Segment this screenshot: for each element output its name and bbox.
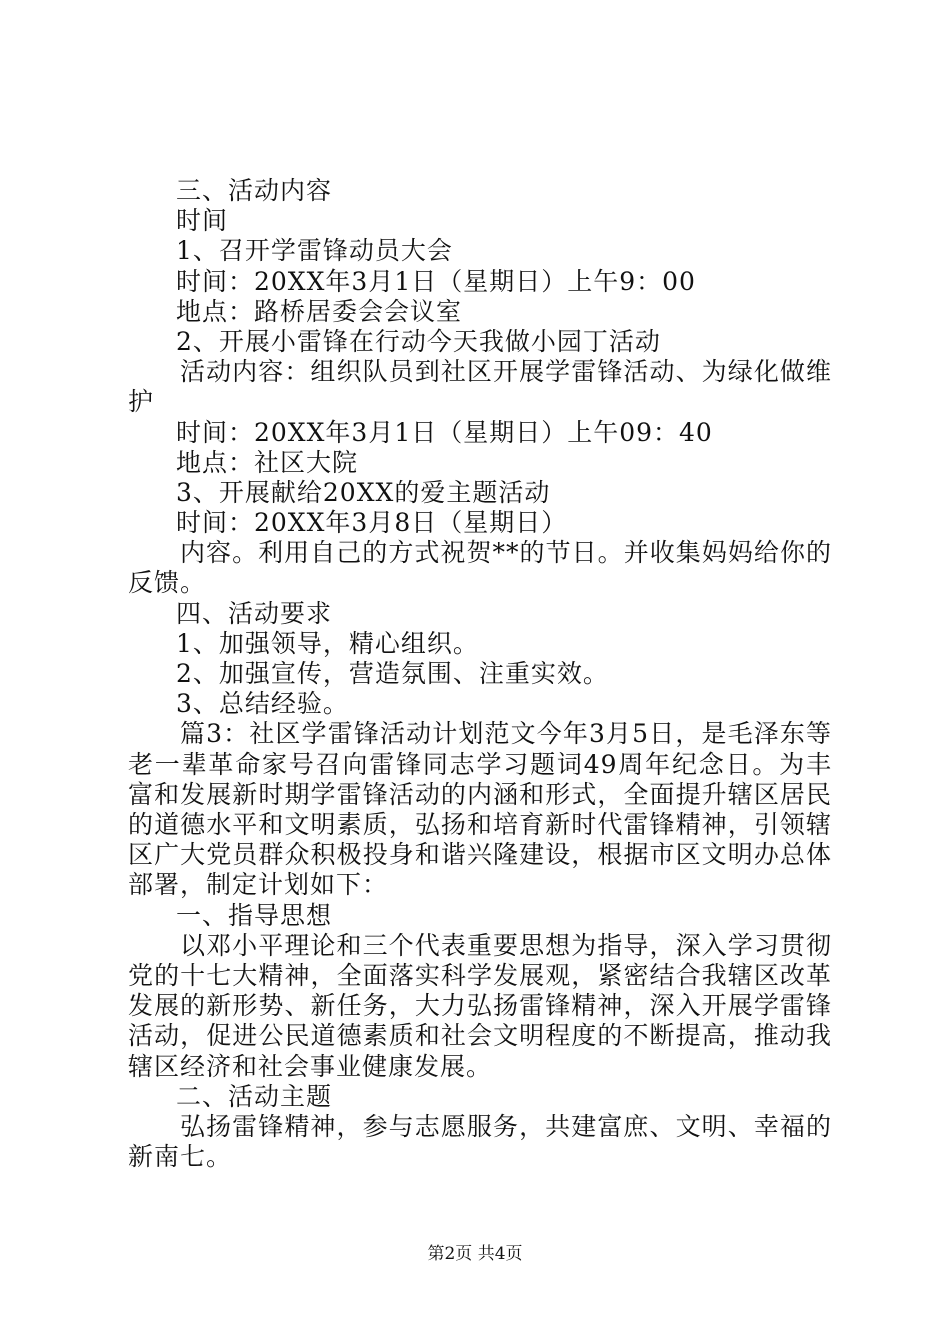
paragraph-line: 3、开展献给20XX的爱主题活动 — [176, 477, 551, 507]
paragraph-line: 时间：20XX年3月1日（星期日）上午09：40 — [176, 417, 713, 447]
paragraph-line: 地点：社区大院 — [176, 447, 359, 477]
paragraph: 弘扬雷锋精神，参与志愿服务，共建富庶、文明、幸福的新南七。 — [128, 1112, 832, 1172]
section-heading-activity-requirements: 四、活动要求 — [176, 598, 333, 628]
paragraph-line: 时间：20XX年3月8日（星期日） — [176, 508, 568, 538]
paragraph-line: 2、加强宣传，营造氛围、注重实效。 — [176, 659, 609, 689]
paragraph: 篇3：社区学雷锋活动计划范文今年3月5日，是毛泽东等老一辈革命家号召向雷锋同志学习题词49周年纪念日。为丰富和发展新时期学雷锋活动的内涵和形式，全面提升辖区居民的道德水平和文明素质，弘扬和培育新时代雷锋精神，引领辖区广大党员群众积极投身和谐兴隆建设，根据市区文明办总体部署，制定计划如下： — [128, 719, 832, 900]
page-number-footer: 第2页 共4页 — [427, 1244, 523, 1264]
paragraph: 活动内容：组织队员到社区开展学雷锋活动、为绿化做维护 — [128, 357, 832, 417]
paragraph-line: 地点：路桥居委会会议室 — [176, 296, 463, 326]
paragraph-line: 3、总结经验。 — [176, 689, 349, 719]
paragraph-line: 1、召开学雷锋动员大会 — [176, 236, 453, 266]
paragraph-line: 时间：20XX年3月1日（星期日）上午9：00 — [176, 266, 696, 296]
paragraph: 内容。利用自己的方式祝贺**的节日。并收集妈妈给你的反馈。 — [128, 538, 832, 598]
section-heading-activity-content: 三、活动内容 — [176, 176, 333, 205]
section-heading-activity-theme: 二、活动主题 — [176, 1081, 333, 1111]
document-body — [128, 176, 832, 1172]
paragraph: 以邓小平理论和三个代表重要思想为指导，深入学习贯彻党的十七大精神，全面落实科学发展观，紧密结合我辖区改革发展的新形势、新任务，大力弘扬雷锋精神，深入开展学雷锋活动，促进公民道德素质和社会文明程度的不断提高，推动我辖区经济和社会事业健康发展。 — [128, 930, 832, 1081]
paragraph-line: 2、开展小雷锋在行动今天我做小园丁活动 — [176, 326, 661, 356]
paragraph-line: 1、加强领导，精心组织。 — [176, 628, 479, 658]
paragraph-line: 时间 — [176, 206, 229, 236]
section-heading-guiding-thought: 一、指导思想 — [176, 900, 333, 930]
